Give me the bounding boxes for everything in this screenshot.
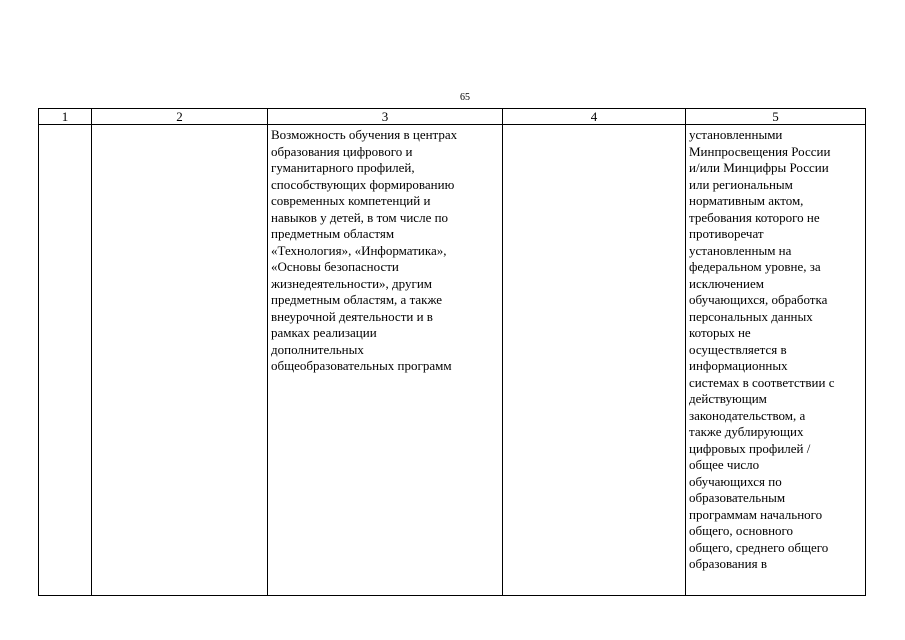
column-header-2: 2 — [92, 109, 268, 125]
column-header-5: 5 — [686, 109, 866, 125]
table-row — [39, 125, 866, 596]
page-number: 65 — [460, 92, 470, 103]
indicator-description-text: Возможность обучения в центрах образования цифрового и гуманитарного профилей, способствующих формированию современных компетенций и навыков у детей, в том числе по предметным областям «Технология», «Информатика», «Основы безопасности жизнедеятельности», другим предметным областям, а также внеурочной деятельности и в рамках реализации дополнительных общеобразовательных программ — [271, 127, 458, 373]
table-cell-col2 — [92, 125, 268, 596]
column-header-3: 3 — [268, 109, 503, 125]
table-cell-col1 — [39, 125, 92, 596]
table-cell-col3 — [268, 125, 503, 596]
table-cell-col5 — [686, 125, 866, 596]
column-header-4: 4 — [503, 109, 686, 125]
document-table — [38, 108, 866, 596]
table-header-row — [39, 109, 866, 125]
table-cell-col4 — [503, 125, 686, 596]
calculation-method-text: установленными Минпросвещения России и/или Минцифры России или региональным нормативным актом, требования которого не противоречат установленным на федеральном уровне, за исключением обучающихся, обработка персональных данных которых не осуществляется в информационных системах в соответствии с действующим законодательством, а также дублирующих цифровых профилей / общее число обучающихся по образовательным программам начального общего, основного общего, среднего общего образования в — [689, 127, 835, 571]
column-header-1: 1 — [39, 109, 92, 125]
